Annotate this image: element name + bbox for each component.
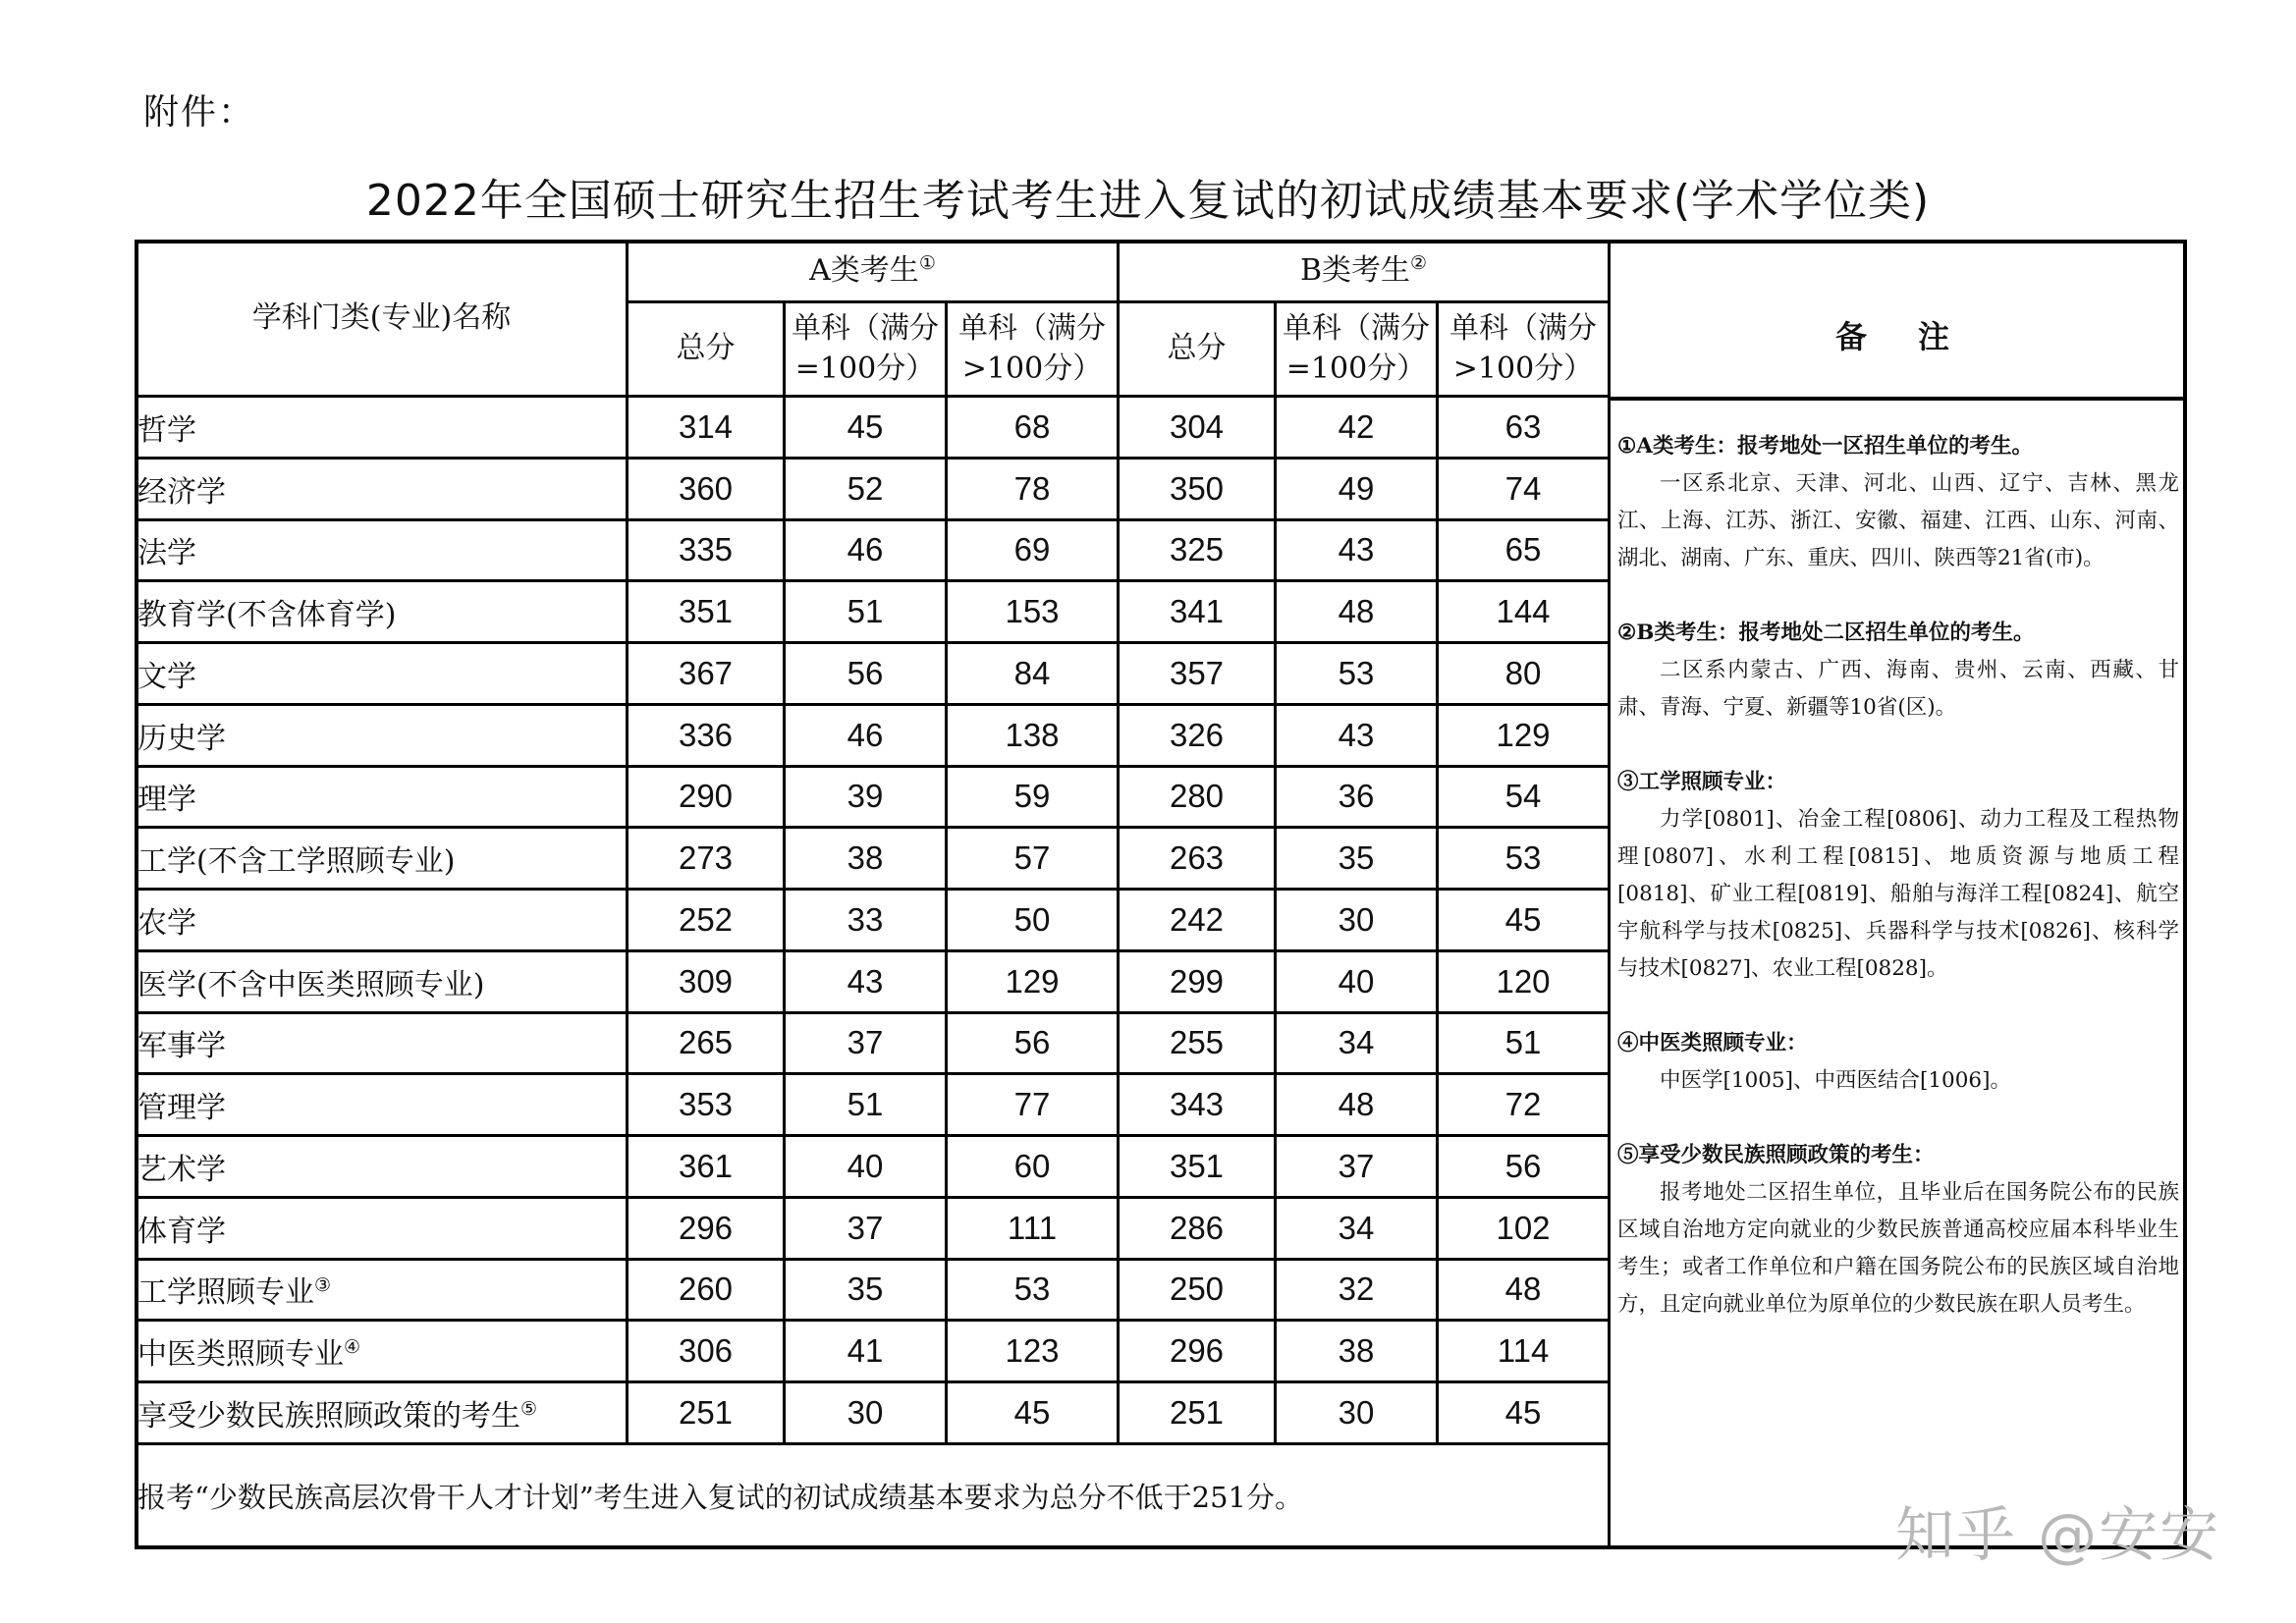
score-cell-b-total: 304 <box>1119 397 1276 459</box>
score-cell-b-sover: 54 <box>1438 766 1610 828</box>
score-cell-b-s100: 42 <box>1276 397 1438 459</box>
score-cell-a-total: 367 <box>628 643 785 705</box>
table-row <box>137 828 1610 890</box>
score-cell-b-sover: 144 <box>1438 581 1610 643</box>
table-row <box>137 1136 1610 1198</box>
score-cell-b-sover: 72 <box>1438 1074 1610 1136</box>
score-cell-b-s100: 48 <box>1276 581 1438 643</box>
table-row <box>137 1197 1610 1259</box>
remark-note <box>1617 1025 2179 1100</box>
score-cell-a-total: 251 <box>628 1382 785 1444</box>
score-cell-a-s100: 56 <box>785 643 947 705</box>
score-cell-a-s100: 45 <box>785 397 947 459</box>
score-table <box>135 240 1611 1549</box>
remark-body: 报考地处二区招生单位，且毕业后在国务院公布的民族区域自治地方定向就业的少数民族普通高校应届本科毕业生考生；或者工作单位和户籍在国务院公布的民族区域自治地方，且定向就业单位为原单位的少数民族在职人员考生。 <box>1617 1180 2179 1317</box>
b-total-header: 总分 <box>1119 302 1276 397</box>
score-cell-b-sover: 51 <box>1438 1012 1610 1074</box>
remarks-divider <box>1608 397 2187 401</box>
subject-name-cell: 管理学 <box>137 1074 628 1136</box>
score-cell-a-sover: 153 <box>947 581 1119 643</box>
score-cell-a-sover: 129 <box>947 950 1119 1012</box>
group-a-footnote-mark: ① <box>918 252 936 275</box>
score-cell-b-s100: 40 <box>1276 950 1438 1012</box>
a-single-100-header: 单科（满分 =100分） <box>785 302 947 397</box>
score-cell-a-s100: 38 <box>785 828 947 890</box>
table-row <box>137 643 1610 705</box>
score-cell-b-s100: 43 <box>1276 519 1438 581</box>
score-cell-b-total: 350 <box>1119 458 1276 519</box>
remark-note <box>1617 615 2179 727</box>
score-cell-a-s100: 39 <box>785 766 947 828</box>
b-single-100-header: 单科（满分 =100分） <box>1276 302 1438 397</box>
score-cell-a-total: 314 <box>628 397 785 459</box>
score-cell-a-sover: 77 <box>947 1074 1119 1136</box>
table-row <box>137 950 1610 1012</box>
b-single-over-header: 单科（满分 >100分） <box>1438 302 1610 397</box>
score-cell-b-total: 255 <box>1119 1012 1276 1074</box>
score-cell-b-total: 357 <box>1119 643 1276 705</box>
footnote-mark: ④ <box>344 1336 361 1359</box>
remark-heading: ①A类考生：报考地处一区招生单位的考生。 <box>1617 434 2033 459</box>
score-cell-b-total: 299 <box>1119 950 1276 1012</box>
subject-name-cell: 艺术学 <box>137 1136 628 1198</box>
table-row <box>137 1012 1610 1074</box>
score-cell-a-total: 335 <box>628 519 785 581</box>
table-row <box>137 890 1610 951</box>
attachment-label: 附件： <box>143 92 256 133</box>
score-cell-b-sover: 56 <box>1438 1136 1610 1198</box>
subject-name-cell: 教育学(不含体育学) <box>137 581 628 643</box>
remark-heading: ⑤享受少数民族照顾政策的考生： <box>1617 1143 1935 1167</box>
table-row <box>137 1074 1610 1136</box>
table-row <box>137 581 1610 643</box>
subject-name-cell: 医学(不含中医类照顾专业) <box>137 950 628 1012</box>
remark-note <box>1617 428 2179 577</box>
footnote-mark: ③ <box>314 1274 332 1297</box>
subject-name-cell: 享受少数民族照顾政策的考生⑤ <box>137 1382 628 1444</box>
subject-name-cell: 法学 <box>137 519 628 581</box>
score-cell-b-s100: 34 <box>1276 1012 1438 1074</box>
score-cell-b-total: 263 <box>1119 828 1276 890</box>
score-cell-a-total: 296 <box>628 1197 785 1259</box>
score-cell-b-s100: 30 <box>1276 890 1438 951</box>
score-cell-a-s100: 43 <box>785 950 947 1012</box>
score-cell-b-total: 251 <box>1119 1382 1276 1444</box>
score-cell-b-s100: 32 <box>1276 1259 1438 1321</box>
subject-name-cell: 哲学 <box>137 397 628 459</box>
score-cell-a-total: 351 <box>628 581 785 643</box>
score-cell-b-total: 280 <box>1119 766 1276 828</box>
score-cell-a-sover: 68 <box>947 397 1119 459</box>
table-row <box>137 1382 1610 1444</box>
score-cell-a-s100: 37 <box>785 1012 947 1074</box>
score-cell-a-sover: 57 <box>947 828 1119 890</box>
a-total-header: 总分 <box>628 302 785 397</box>
score-cell-b-s100: 43 <box>1276 704 1438 766</box>
remark-heading: ②B类考生：报考地处二区招生单位的考生。 <box>1617 621 2035 645</box>
subject-name-cell: 历史学 <box>137 704 628 766</box>
score-cell-a-sover: 84 <box>947 643 1119 705</box>
score-cell-b-sover: 48 <box>1438 1259 1610 1321</box>
score-cell-a-total: 361 <box>628 1136 785 1198</box>
score-cell-a-total: 360 <box>628 458 785 519</box>
score-cell-a-s100: 37 <box>785 1197 947 1259</box>
score-cell-a-total: 353 <box>628 1074 785 1136</box>
score-cell-a-s100: 33 <box>785 890 947 951</box>
score-cell-b-total: 351 <box>1119 1136 1276 1198</box>
score-cell-a-s100: 46 <box>785 519 947 581</box>
score-cell-a-total: 309 <box>628 950 785 1012</box>
table-row <box>137 766 1610 828</box>
score-cell-b-s100: 36 <box>1276 766 1438 828</box>
footer-row <box>137 1444 1610 1548</box>
table-row <box>137 704 1610 766</box>
score-cell-b-total: 296 <box>1119 1321 1276 1382</box>
score-cell-b-sover: 80 <box>1438 643 1610 705</box>
score-cell-b-sover: 114 <box>1438 1321 1610 1382</box>
subject-name-cell: 理学 <box>137 766 628 828</box>
score-cell-b-sover: 63 <box>1438 397 1610 459</box>
footer-note: 报考“少数民族高层次骨干人才计划”考生进入复试的初试成绩基本要求为总分不低于251分。 <box>137 1444 1610 1548</box>
group-b-header: B类考生② <box>1119 242 1610 302</box>
score-cell-b-sover: 45 <box>1438 1382 1610 1444</box>
score-cell-b-total: 341 <box>1119 581 1276 643</box>
score-cell-b-s100: 30 <box>1276 1382 1438 1444</box>
subject-column-header: 学科门类(专业)名称 <box>137 242 628 397</box>
score-cell-a-s100: 51 <box>785 1074 947 1136</box>
score-cell-a-sover: 50 <box>947 890 1119 951</box>
remark-note <box>1617 764 2179 988</box>
score-cell-b-total: 242 <box>1119 890 1276 951</box>
group-a-header: A类考生① <box>628 242 1119 302</box>
table-row <box>137 519 1610 581</box>
remark-body: 二区系内蒙古、广西、海南、贵州、云南、西藏、甘肃、青海、宁夏、新疆等10省(区)。 <box>1617 658 2179 720</box>
subject-name-cell: 中医类照顾专业④ <box>137 1321 628 1382</box>
subject-name-cell: 体育学 <box>137 1197 628 1259</box>
table-row <box>137 397 1610 459</box>
subject-name-cell: 军事学 <box>137 1012 628 1074</box>
score-cell-b-sover: 102 <box>1438 1197 1610 1259</box>
header-row-groups <box>137 242 1610 302</box>
score-cell-b-sover: 45 <box>1438 890 1610 951</box>
remark-note <box>1617 1137 2179 1324</box>
table-row <box>137 1321 1610 1382</box>
remark-heading: ④中医类照顾专业： <box>1617 1031 1808 1055</box>
score-cell-a-sover: 111 <box>947 1197 1119 1259</box>
score-cell-a-sover: 60 <box>947 1136 1119 1198</box>
score-cell-b-s100: 37 <box>1276 1136 1438 1198</box>
score-cell-a-total: 290 <box>628 766 785 828</box>
remark-body: 一区系北京、天津、河北、山西、辽宁、吉林、黑龙江、上海、江苏、浙江、安徽、福建、江西、山东、河南、湖北、湖南、广东、重庆、四川、陕西等21省(市)。 <box>1617 471 2179 570</box>
score-cell-a-s100: 52 <box>785 458 947 519</box>
score-cell-a-s100: 35 <box>785 1259 947 1321</box>
table-row <box>137 1259 1610 1321</box>
remark-body: 中医学[1005]、中西医结合[1006]。 <box>1660 1068 2011 1093</box>
score-cell-b-total: 286 <box>1119 1197 1276 1259</box>
score-cell-b-total: 343 <box>1119 1074 1276 1136</box>
score-cell-b-sover: 129 <box>1438 704 1610 766</box>
score-cell-b-sover: 74 <box>1438 458 1610 519</box>
score-cell-b-s100: 49 <box>1276 458 1438 519</box>
score-cell-a-s100: 46 <box>785 704 947 766</box>
score-cell-a-total: 336 <box>628 704 785 766</box>
a-single-over-header: 单科（满分 >100分） <box>947 302 1119 397</box>
score-cell-a-total: 306 <box>628 1321 785 1382</box>
score-cell-a-total: 273 <box>628 828 785 890</box>
remarks-header: 备 注 <box>1834 318 1959 355</box>
footnote-mark: ⑤ <box>520 1398 538 1420</box>
score-cell-b-total: 326 <box>1119 704 1276 766</box>
score-cell-a-s100: 41 <box>785 1321 947 1382</box>
score-cell-b-s100: 35 <box>1276 828 1438 890</box>
score-cell-b-total: 250 <box>1119 1259 1276 1321</box>
watermark: 知乎 @安安 <box>1895 1501 2221 1570</box>
score-cell-a-sover: 59 <box>947 766 1119 828</box>
remarks-panel <box>1617 428 2179 1361</box>
score-cell-b-s100: 53 <box>1276 643 1438 705</box>
score-cell-a-total: 252 <box>628 890 785 951</box>
score-cell-a-s100: 30 <box>785 1382 947 1444</box>
subject-name-cell: 工学(不含工学照顾专业) <box>137 828 628 890</box>
score-cell-b-sover: 120 <box>1438 950 1610 1012</box>
score-cell-b-s100: 34 <box>1276 1197 1438 1259</box>
page-title: 2022年全国硕士研究生招生考试考生进入复试的初试成绩基本要求(学术学位类) <box>365 176 1931 226</box>
subject-name-cell: 工学照顾专业③ <box>137 1259 628 1321</box>
score-cell-a-sover: 69 <box>947 519 1119 581</box>
subject-name-cell: 经济学 <box>137 458 628 519</box>
score-cell-b-total: 325 <box>1119 519 1276 581</box>
score-cell-a-sover: 56 <box>947 1012 1119 1074</box>
score-cell-b-sover: 65 <box>1438 519 1610 581</box>
score-cell-b-s100: 38 <box>1276 1321 1438 1382</box>
score-cell-a-sover: 78 <box>947 458 1119 519</box>
remark-body: 力学[0801]、冶金工程[0806]、动力工程及工程热物理[0807]、水利工程[0815]、地质资源与地质工程[0818]、矿业工程[0819]、船舶与海洋工程[0824]、航空宇航科学与技术[0825]、兵器科学与技术[0826]、核科学与技术[0827]、农业工程[0828]。 <box>1617 807 2179 981</box>
score-cell-a-total: 265 <box>628 1012 785 1074</box>
remark-heading: ③工学照顾专业： <box>1617 770 1787 794</box>
score-cell-a-sover: 123 <box>947 1321 1119 1382</box>
score-cell-b-s100: 48 <box>1276 1074 1438 1136</box>
table-row <box>137 458 1610 519</box>
score-cell-a-s100: 51 <box>785 581 947 643</box>
score-cell-a-total: 260 <box>628 1259 785 1321</box>
score-cell-a-sover: 138 <box>947 704 1119 766</box>
subject-name-cell: 文学 <box>137 643 628 705</box>
score-cell-b-sover: 53 <box>1438 828 1610 890</box>
group-b-footnote-mark: ② <box>1410 252 1428 275</box>
subject-name-cell: 农学 <box>137 890 628 951</box>
score-cell-a-sover: 53 <box>947 1259 1119 1321</box>
score-cell-a-sover: 45 <box>947 1382 1119 1444</box>
score-cell-a-s100: 40 <box>785 1136 947 1198</box>
